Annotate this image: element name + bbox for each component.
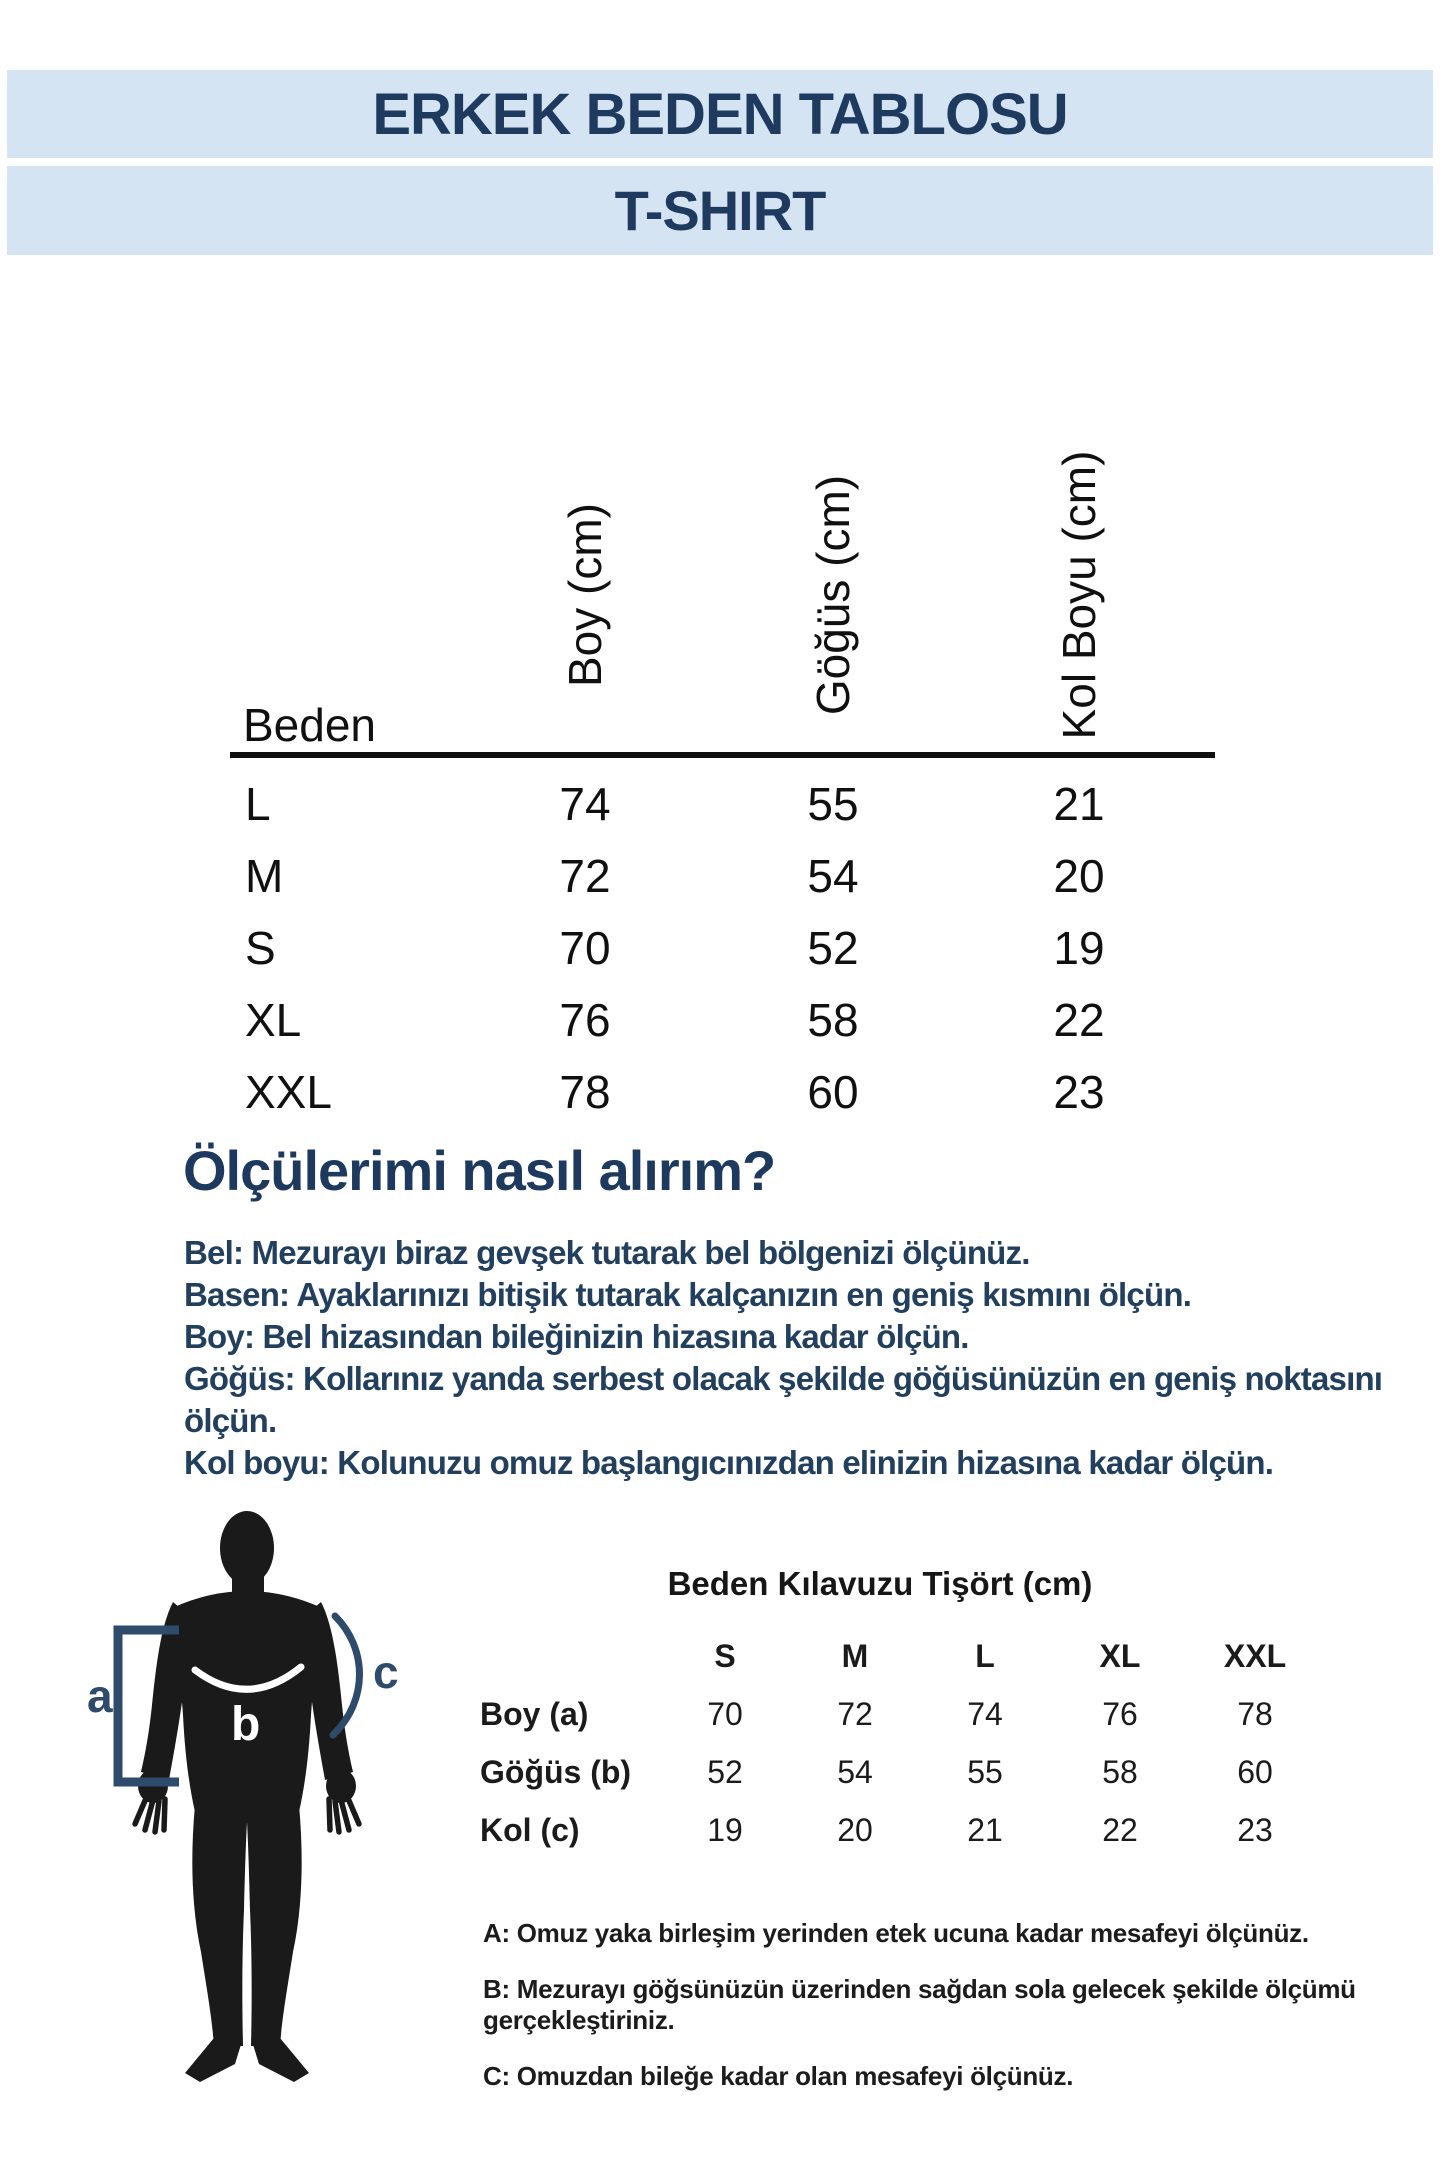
table-row [0, 849, 1440, 901]
column-header-kol-boyu: Kol Boyu (cm) [1053, 450, 1105, 740]
kol-value: 21 [1053, 778, 1105, 830]
guide-value: 78 [1237, 1696, 1273, 1732]
tip-gogus: Göğüs: Kollarınız yanda serbest olacak şekilde göğüsünüzün en geniş noktasını ölçün. [184, 1360, 1383, 1439]
note-a: A: Omuz yaka birleşim yerinden etek ucuna kadar mesafeyi ölçünüz. [483, 1918, 1309, 1948]
guide-col-xl: XL [1099, 1638, 1141, 1674]
table-row [0, 1065, 1440, 1117]
kol-value: 22 [1053, 994, 1105, 1046]
guide-row-label: Kol (c) [480, 1812, 580, 1848]
gogus-value: 52 [807, 922, 859, 974]
guide-value: 19 [707, 1812, 743, 1848]
kol-value: 20 [1053, 850, 1105, 902]
tip-basen: Basen: Ayaklarınızı bitişik tutarak kalçanızın en geniş kısmını ölçün. [184, 1276, 1192, 1313]
gogus-value: 54 [807, 850, 859, 902]
guide-value: 60 [1237, 1754, 1273, 1790]
label-a: a [87, 1670, 113, 1722]
kol-value: 19 [1053, 922, 1105, 974]
body-silhouette-diagram [85, 1490, 425, 2100]
guide-value: 72 [837, 1696, 873, 1732]
guide-value: 23 [1237, 1812, 1273, 1848]
boy-value: 72 [559, 850, 611, 902]
guide-value: 54 [837, 1754, 873, 1790]
measurement-notes [483, 1918, 1423, 2117]
size-label: S [245, 922, 276, 974]
guide-value: 74 [967, 1696, 1003, 1732]
column-header-boy: Boy (cm) [559, 503, 611, 687]
size-label: L [245, 778, 271, 830]
page-subtitle: T-SHIRT [614, 179, 826, 242]
kol-value: 23 [1053, 1066, 1105, 1118]
note-b: B: Mezurayı göğsünüzün üzerinden sağdan sola gelecek şekilde ölçümü gerçekleştiriniz. [483, 1974, 1356, 2035]
gogus-value: 60 [807, 1066, 859, 1118]
size-label: XXL [245, 1066, 332, 1118]
boy-value: 74 [559, 778, 611, 830]
size-label: M [245, 850, 284, 902]
table-row [0, 777, 1440, 829]
guide-table-title: Beden Kılavuzu Tişört (cm) [667, 1565, 1093, 1602]
label-c: c [373, 1646, 399, 1698]
table-row [0, 993, 1440, 1045]
table-row [0, 921, 1440, 973]
guide-value: 22 [1102, 1812, 1138, 1848]
tip-boy: Boy: Bel hizasından bileğinizin hizasına kadar ölçün. [184, 1318, 969, 1355]
guide-col-l: L [975, 1638, 995, 1674]
boy-value: 78 [559, 1066, 611, 1118]
guide-value: 20 [837, 1812, 873, 1848]
guide-corner-spacer [480, 1638, 660, 1696]
guide-value: 70 [707, 1696, 743, 1732]
tip-bel: Bel: Mezurayı biraz gevşek tutarak bel bölgenizi ölçünüz. [184, 1234, 1030, 1271]
guide-value: 52 [707, 1754, 743, 1790]
body-silhouette [135, 1511, 359, 2082]
howto-title: Ölçülerimi nasıl alırım? [183, 1139, 776, 1202]
guide-table [480, 1638, 1320, 1870]
guide-row-label: Boy (a) [480, 1696, 589, 1732]
guide-col-xxl: XXL [1223, 1638, 1287, 1674]
table-header-rule [230, 752, 1215, 758]
guide-value: 76 [1102, 1696, 1138, 1732]
guide-row-label: Göğüs (b) [480, 1754, 632, 1790]
guide-value: 55 [967, 1754, 1003, 1790]
label-b: b [231, 1698, 261, 1751]
corner-label-beden: Beden [243, 699, 377, 751]
column-header-gogus: Göğüs (cm) [807, 474, 859, 716]
guide-col-s: S [714, 1638, 736, 1674]
gogus-value: 55 [807, 778, 859, 830]
guide-value: 58 [1102, 1754, 1138, 1790]
boy-value: 70 [559, 922, 611, 974]
guide-col-m: M [841, 1638, 869, 1674]
note-c: C: Omuzdan bileğe kadar olan mesafeyi ölçünüz. [483, 2061, 1074, 2091]
guide-value: 21 [967, 1812, 1003, 1848]
gogus-value: 58 [807, 994, 859, 1046]
header-bar-title [7, 70, 1433, 158]
boy-value: 76 [559, 994, 611, 1046]
page-title: ERKEK BEDEN TABLOSU [372, 81, 1068, 147]
size-label: XL [245, 994, 302, 1046]
howto-tips [184, 1232, 1424, 1484]
tip-kol-boyu: Kol boyu: Kolunuzu omuz başlangıcınızdan elinizin hizasına kadar ölçün. [184, 1444, 1274, 1481]
header-bar-subtitle [7, 166, 1433, 255]
